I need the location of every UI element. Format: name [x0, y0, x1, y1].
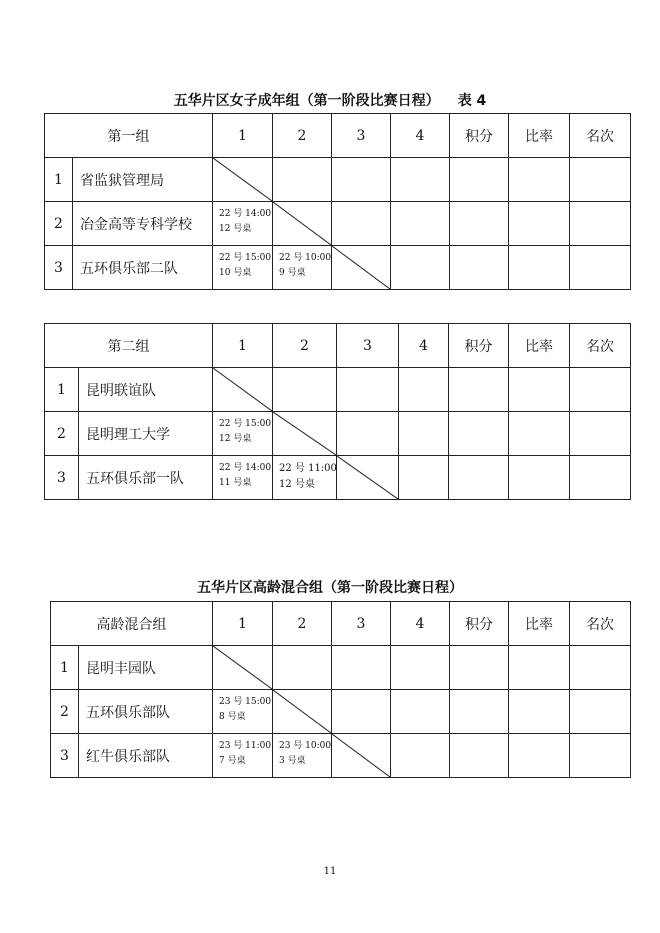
table-number-tag: 表 4: [457, 93, 487, 109]
table-row: [45, 456, 631, 500]
col-header-2: 2: [273, 602, 332, 646]
diagonal-cell: [213, 646, 273, 690]
match-cell: [213, 734, 273, 778]
match-table: 12 号桌: [279, 479, 315, 490]
match-cell: [273, 734, 332, 778]
col-header-2: 2: [273, 324, 337, 368]
match-table: 11 号桌: [219, 478, 252, 488]
group-header: 第一组: [45, 114, 213, 158]
title-text: 五华片区高龄混合组（第一阶段比赛日程）: [197, 580, 463, 596]
match-table: 12 号桌: [219, 224, 252, 234]
group-header: 高龄混合组: [51, 602, 213, 646]
group-header: 第二组: [45, 324, 213, 368]
col-header-1: 1: [213, 602, 273, 646]
match-time: 22 号 14:00: [219, 463, 272, 473]
match-time: 22 号 15:00: [219, 253, 272, 263]
team-name: 昆明理工大学: [79, 412, 213, 456]
col-header-score: 积分: [450, 114, 509, 158]
match-time: 22 号 15:00: [219, 419, 272, 429]
col-header-1: 1: [213, 324, 273, 368]
team-name: 五环俱乐部二队: [73, 246, 213, 290]
match-table: 12 号桌: [219, 434, 252, 444]
diagonal-cell: [213, 368, 273, 412]
team-name: 五环俱乐部一队: [79, 456, 213, 500]
match-time: 23 号 15:00: [219, 697, 272, 707]
col-header-3: 3: [332, 114, 391, 158]
team-number: 3: [45, 246, 73, 290]
match-table: 9 号桌: [279, 268, 306, 278]
col-header-rank: 名次: [570, 602, 631, 646]
schedule-title-senior: [0, 577, 660, 597]
team-number: 2: [45, 202, 73, 246]
col-header-ratio: 比率: [509, 602, 570, 646]
table-row: [45, 368, 631, 412]
col-header-2: 2: [273, 114, 332, 158]
schedule-title-women: [0, 90, 660, 110]
col-header-score: 积分: [450, 602, 509, 646]
col-header-3: 3: [337, 324, 399, 368]
group-1-table: [44, 113, 631, 290]
page-number: 11: [323, 866, 337, 877]
diagonal-cell: [273, 202, 332, 246]
table-row: [51, 646, 631, 690]
table-row: [45, 158, 631, 202]
team-number: 3: [51, 734, 79, 778]
match-cell: [213, 246, 273, 290]
match-time: 22 号 14:00: [219, 209, 272, 219]
match-cell: [213, 690, 273, 734]
team-number: 3: [45, 456, 79, 500]
match-time: 22 号 11:00: [279, 463, 337, 474]
col-header-ratio: 比率: [509, 324, 570, 368]
title-text: 五华片区女子成年组（第一阶段比赛日程）: [173, 93, 440, 109]
col-header-rank: 名次: [570, 324, 631, 368]
col-header-ratio: 比率: [509, 114, 570, 158]
col-header-3: 3: [332, 602, 391, 646]
match-time: 23 号 10:00: [279, 741, 332, 751]
team-number: 1: [45, 158, 73, 202]
col-header-4: 4: [391, 114, 450, 158]
table-row: [51, 734, 631, 778]
diagonal-cell: [273, 412, 337, 456]
team-number: 2: [51, 690, 79, 734]
team-name: 昆明联谊队: [79, 368, 213, 412]
match-time: 23 号 11:00: [219, 741, 272, 751]
team-number: 1: [51, 646, 79, 690]
diagonal-cell: [337, 456, 399, 500]
match-cell: [273, 456, 337, 500]
col-header-4: 4: [399, 324, 449, 368]
diagonal-cell: [273, 690, 332, 734]
diagonal-cell: [332, 246, 391, 290]
match-table: 8 号桌: [219, 712, 246, 722]
group-2-table: [44, 323, 631, 500]
table-row: [45, 246, 631, 290]
match-table: 3 号桌: [279, 756, 306, 766]
table-row: [45, 202, 631, 246]
col-header-rank: 名次: [570, 114, 631, 158]
table-row: [51, 690, 631, 734]
team-number: 1: [45, 368, 79, 412]
match-cell: [273, 246, 332, 290]
match-cell: [213, 412, 273, 456]
diagonal-cell: [213, 158, 273, 202]
team-name: 昆明丰园队: [79, 646, 213, 690]
match-cell: [213, 456, 273, 500]
col-header-4: 4: [391, 602, 450, 646]
col-header-1: 1: [213, 114, 273, 158]
team-number: 2: [45, 412, 79, 456]
team-name: 红牛俱乐部队: [79, 734, 213, 778]
team-name: 冶金高等专科学校: [73, 202, 213, 246]
match-table: 10 号桌: [219, 268, 252, 278]
match-time: 22 号 10:00: [279, 253, 332, 263]
table-row: [45, 412, 631, 456]
match-cell: [213, 202, 273, 246]
senior-group-table: [50, 601, 631, 778]
col-header-score: 积分: [449, 324, 509, 368]
diagonal-cell: [332, 734, 391, 778]
team-name: 五环俱乐部队: [79, 690, 213, 734]
team-name: 省监狱管理局: [73, 158, 213, 202]
match-table: 7 号桌: [219, 756, 246, 766]
